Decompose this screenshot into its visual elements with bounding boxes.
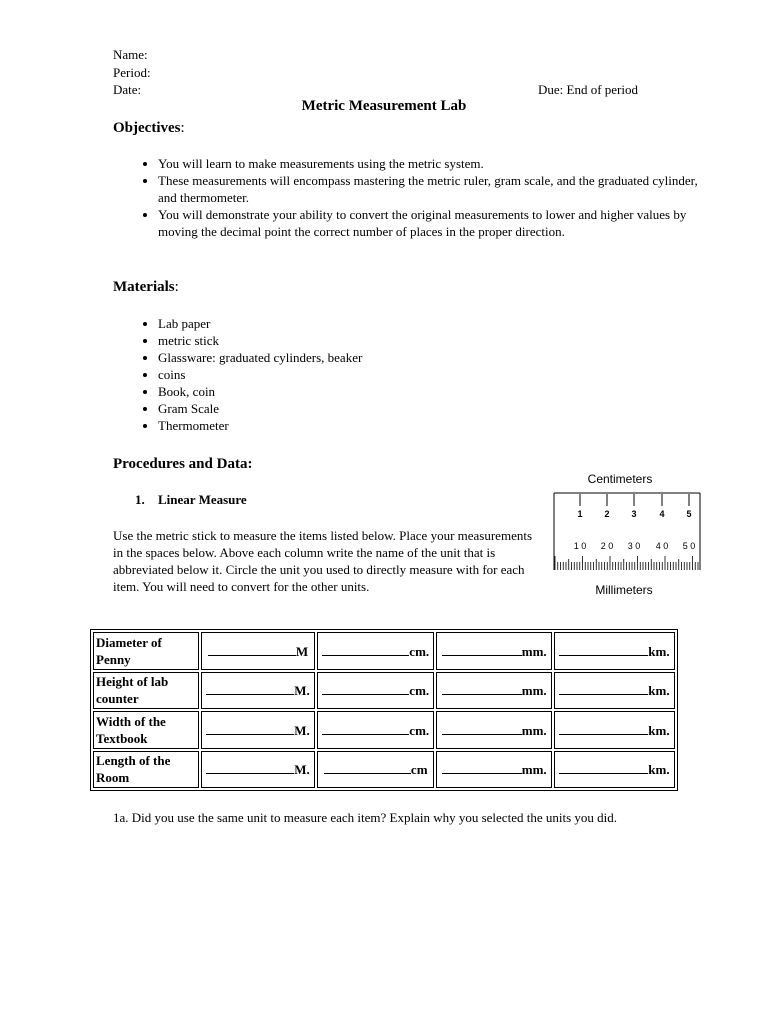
measurement-table — [90, 629, 678, 791]
answer-blank[interactable] — [442, 681, 522, 695]
table-row — [93, 711, 675, 749]
row-label: Height of lab counter — [93, 672, 199, 710]
table-row — [93, 632, 675, 670]
cm-tick-label: 1 — [577, 509, 583, 519]
row-label: Diameter of Penny — [93, 632, 199, 670]
unit-label: km. — [648, 722, 670, 738]
procedure-paragraph: Use the metric stick to measure the items listed below. Place your measurements in the spaces below. Above each column write the name of the unit that is abbreviated below it. Circle the unit you used to directly measure with for each item. You will need to convert for the other units. — [113, 528, 533, 594]
unit-label: cm. — [409, 643, 430, 659]
date-label: Date: — [113, 82, 142, 97]
materials-heading: Materials: — [113, 279, 179, 295]
row-label: Width of the Textbook — [93, 711, 199, 749]
list-item: • Glassware: graduated cylinders, beaker — [158, 349, 718, 366]
unit-label: mm. — [521, 762, 547, 778]
unit-label: cm. — [409, 722, 430, 738]
answer-blank[interactable] — [559, 642, 648, 656]
measurement-cell[interactable] — [436, 632, 551, 670]
list-item: • metric stick — [158, 332, 718, 349]
measurement-cell[interactable] — [201, 751, 315, 789]
list-item: • These measurements will encompass mastering the metric ruler, gram scale, and the graduated cylinder, and thermometer. — [158, 172, 718, 206]
answer-blank[interactable] — [206, 681, 294, 695]
measurement-cell[interactable] — [201, 711, 315, 749]
unit-label: mm. — [521, 643, 547, 659]
page-title: Metric Measurement Lab — [301, 98, 467, 114]
answer-blank[interactable] — [442, 721, 522, 735]
answer-blank[interactable] — [206, 760, 294, 774]
answer-blank[interactable] — [208, 642, 296, 656]
list-item: • Lab paper — [158, 315, 718, 332]
measurement-cell[interactable] — [554, 711, 675, 749]
unit-label: M — [295, 643, 309, 659]
mm-tick-label: 3 0 — [627, 541, 641, 551]
measurement-cell[interactable] — [554, 751, 675, 789]
measurement-cell[interactable] — [436, 672, 551, 710]
unit-label: km. — [648, 683, 670, 699]
measurement-cell[interactable] — [201, 632, 315, 670]
answer-blank[interactable] — [442, 642, 522, 656]
list-item: • coins — [158, 366, 718, 383]
row-label: Length of the Room — [93, 751, 199, 789]
list-item: • Book, coin — [158, 383, 718, 400]
cm-tick-label: 2 — [604, 509, 610, 519]
unit-label: M. — [294, 683, 310, 699]
measurement-cell[interactable] — [317, 711, 434, 749]
unit-label: km. — [648, 762, 670, 778]
due-label: Due: End of period — [538, 82, 639, 97]
period-label: Period: — [113, 65, 151, 80]
objectives-list — [113, 155, 718, 240]
mm-tick-label: 1 0 — [573, 541, 587, 551]
procedure-item-linear-measure: 1. Linear Measure — [135, 492, 247, 507]
materials-list — [113, 315, 718, 434]
name-label: Name: — [113, 47, 148, 62]
unit-label: mm. — [521, 722, 547, 738]
answer-blank[interactable] — [559, 760, 648, 774]
unit-label: M. — [294, 762, 310, 778]
answer-blank[interactable] — [559, 721, 648, 735]
measurement-cell[interactable] — [317, 751, 434, 789]
answer-blank[interactable] — [322, 642, 409, 656]
list-item: • You will learn to make measurements using the metric system. — [158, 155, 718, 172]
list-item: • You will demonstrate your ability to convert the original measurements to lower and higher values by moving the decimal point the correct number of places in the proper direction. — [158, 206, 718, 240]
unit-label: M. — [294, 722, 310, 738]
table-row — [93, 751, 675, 789]
ruler-illustration — [552, 470, 702, 600]
answer-blank[interactable] — [324, 760, 411, 774]
mm-tick-label: 5 0 — [682, 541, 696, 551]
answer-blank[interactable] — [206, 721, 294, 735]
list-item: • Gram Scale — [158, 400, 718, 417]
answer-blank[interactable] — [322, 681, 409, 695]
answer-blank[interactable] — [322, 721, 409, 735]
objectives-heading: Objectives: — [113, 120, 185, 136]
list-item: • Thermometer — [158, 417, 718, 434]
answer-blank[interactable] — [442, 760, 522, 774]
unit-label: cm. — [409, 683, 430, 699]
question-1a: 1a. Did you use the same unit to measure each item? Explain why you selected the units you did. — [113, 810, 617, 825]
table-row — [93, 672, 675, 710]
cm-tick-label: 5 — [686, 509, 692, 519]
ruler-cm-label: Centimeters — [587, 472, 653, 486]
measurement-cell[interactable] — [554, 672, 675, 710]
cm-tick-label: 4 — [659, 509, 665, 519]
measurement-cell[interactable] — [436, 751, 551, 789]
measurement-cell[interactable] — [436, 711, 551, 749]
cm-tick-label: 3 — [631, 509, 637, 519]
measurement-cell[interactable] — [317, 672, 434, 710]
measurement-cell[interactable] — [317, 632, 434, 670]
unit-label: km. — [648, 643, 670, 659]
measurement-cell[interactable] — [201, 672, 315, 710]
unit-label: mm. — [521, 683, 547, 699]
procedures-heading: Procedures and Data: — [113, 456, 253, 472]
mm-tick-label: 2 0 — [600, 541, 614, 551]
mm-tick-label: 4 0 — [655, 541, 669, 551]
unit-label: cm — [410, 762, 428, 778]
measurement-cell[interactable] — [554, 632, 675, 670]
ruler-mm-label: Millimeters — [595, 583, 653, 597]
answer-blank[interactable] — [559, 681, 648, 695]
